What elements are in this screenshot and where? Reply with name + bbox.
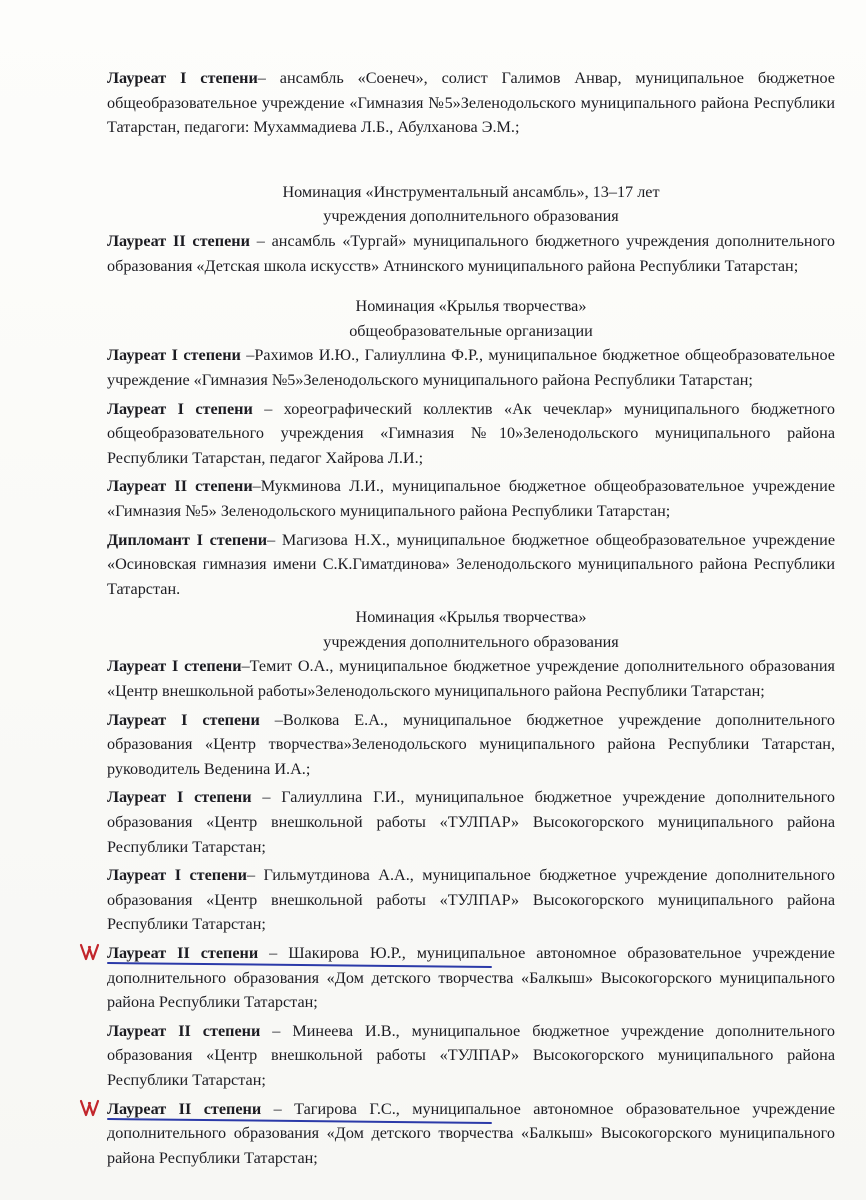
award-entry [107,66,835,140]
award-text: – Галиуллина Г.И., муниципальное бюджетное учреждение дополнительного образования «Центр внешкольной работы «ТУЛПАР» Высокогорского муниципального района Республики Татарстан; [107,788,835,856]
award-title: Лауреат I степени [107,346,241,365]
award-title: Лауреат II степени [107,231,250,250]
nomination-subheading: учреждения дополнительного образования [323,207,619,226]
award-text: – Гильмутдинова А.А., муниципальное бюджетное учреждение дополнительного образования «Центр внешкольной работы «ТУЛПАР» Высокогорского муниципального района Республики Татарстан; [107,866,835,934]
award-text: –Мукминова Л.И., муниципальное бюджетное общеобразовательное учреждение «Гимназия №5» Зеленодольского муниципального района Республики Татарстан; [107,477,836,520]
award-title: Лауреат II степени [107,1099,262,1118]
award-entry [107,397,835,471]
award-entry [107,528,835,602]
nomination-heading: Номинация «Крылья творчества» [355,608,587,627]
award-title: Дипломант I степени [107,530,268,549]
nomination-heading: Номинация «Инструментальный ансамбль», 13–17 лет [282,182,660,201]
award-title: Лауреат I степени [107,657,242,676]
award-text: – Магизова Н.Х., муниципальное бюджетное общеобразовательное учреждение «Осиновская гимназия имени С.К.Гиматдинова» Зеленодольского муниципального района Республики Татарстан. [107,530,836,598]
award-entry [107,343,835,392]
handwritten-checkmark-icon [79,1095,105,1119]
award-entry [107,863,835,937]
award-title: Лауреат I степени [107,710,260,729]
award-text: – Минеева И.В., муниципальное бюджетное учреждение дополнительного образования «Центр внешкольной работы «ТУЛПАР» Высокогорского муниципального района Республики Татарстан; [107,1021,836,1089]
nomination-heading: Номинация «Крылья творчества» [355,297,587,316]
award-entry [107,1019,835,1093]
award-entry [107,785,835,859]
award-text: –Рахимов И.Ю., Галиуллина Ф.Р., муниципальное бюджетное общеобразовательное учреждение «Гимназия №5»Зеленодольского муниципального района Республики Татарстан; [107,346,835,389]
nomination-subheading: учреждения дополнительного образования [323,632,619,651]
award-entry [107,654,835,703]
award-title: Лауреат I степени [107,399,253,418]
handwritten-checkmark-icon [79,939,105,963]
award-text: – хореографический коллектив «Ак чечеклар» муниципального бюджетного общеобразовательного учреждения «Гимназия №10»Зеленодольского муниципального района Республики Татарстан, педагог Хайрова Л.И.; [107,399,835,467]
award-text: – ансамбль «Тургай» муниципального бюджетного учреждения дополнительного образования «Детская школа искусств» Атнинского муниципального района Республики Татарстан; [107,231,836,275]
pen-underline [107,962,492,968]
award-entry [107,474,835,523]
award-text: – Шакирова Ю.Р., муниципальное автономное образовательное учреждение дополнительного образования «Дом детского творчества «Балкыш» Высокогорского муниципального района Республики Татарстан; [107,944,835,1012]
pen-underline [107,1118,492,1124]
award-entry [107,941,835,1015]
award-title: Лауреат I степени [107,866,247,885]
award-title: Лауреат I степени [107,788,252,807]
award-entry [107,1097,835,1171]
award-text: –Темит О.А., муниципальное бюджетное учреждение дополнительного образования «Центр внешкольной работы»Зеленодольского муниципального района Республики Татарстан; [107,657,835,701]
award-title: Лауреат II степени [107,1021,261,1040]
award-title: Лауреат II степени [107,477,253,496]
document-body [107,66,835,1174]
award-text: – ансамбль «Соенеч», солист Галимов Анвар, муниципальное бюджетное общеобразовательное учреждение «Гимназия №5»Зеленодольского муниципального района Республики Татарстан, педагоги: Мухаммадиева Л.Б., Абулханова Э.М.; [107,69,835,137]
award-title: Лауреат II степени [107,944,259,962]
award-text: –Волкова Е.А., муниципальное бюджетное учреждение дополнительного образования «Центр творчества»Зеленодольского муниципального района Республики Татарстан, руководитель Веденина И.А.; [107,710,835,778]
nomination-subheading: общеобразовательные организации [349,321,593,340]
award-entry [107,229,835,278]
section-spacer [107,156,835,168]
award-title: Лауреат I степени [107,69,258,87]
award-entry [107,708,835,782]
award-text: – Тагирова Г.С., муниципальное автономное образовательное учреждение дополнительного образования «Дом детского творчества «Балкыш» Высокогорского муниципального района Республики Татарстан; [107,1099,835,1167]
